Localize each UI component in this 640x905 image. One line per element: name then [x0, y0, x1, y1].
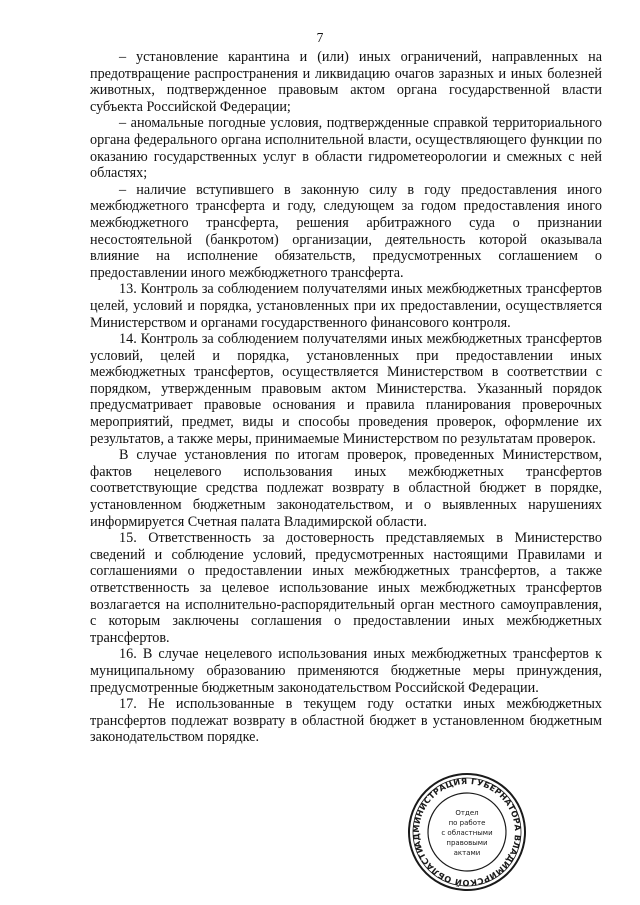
paragraph-17: 17. Не использованные в текущем году остатки иных межбюджетных трансфертов подлежат возврату в областной бюджет в установленном бюджетным законодательством порядке. — [90, 696, 602, 746]
stamp-line-4: правовыми — [446, 839, 488, 847]
paragraph-13: 13. Контроль за соблюдением получателями иных межбюджетных трансфертов целей, условий и порядка, установленных при их предоставлении, осуществляется Министерством и органами государственного финансового контроля. — [90, 281, 602, 331]
paragraph-14: 14. Контроль за соблюдением получателями иных межбюджетных трансфертов условий, целей и порядка, установленных при предоставлении иных межбюджетных трансфертов, осуществляется Министерством в соответствии с порядком, утвержденным правовым актом Министерства. Указанный порядок предусматривает правовые основания и правила планирования проверочных мероприятий, предмет, виды и способы проведения проверок, оформление их результатов, а также меры, принимаемые Министерством по результатам проверок. — [90, 331, 602, 447]
paragraph-15: 15. Ответственность за достоверность представляемых в Министерство сведений и соблюдение условий, предусмотренных настоящими Правилами и соглашениями о предоставлении иных межбюджетных трансфертов, а также ответственность за целевое использование иных межбюджетных трансфертов возлагается на исполнительно-распорядительный орган местного самоуправления, с которым заключены соглашения о предоставлении иных межбюджетных трансфертов. — [90, 530, 602, 646]
stamp-ring-text: АДМИНИСТРАЦИЯ ГУБЕРНАТОРА ВЛАДИМИРСКОЙ ОБЛАСТИ — [410, 775, 524, 889]
stamp-line-2: по работе — [448, 819, 486, 827]
page-number: 7 — [316, 30, 324, 45]
stamp-line-1: Отдел — [455, 809, 479, 817]
stamp-line-5: актами — [453, 849, 481, 857]
document-body — [90, 49, 602, 746]
stamp-line-3: с областными — [441, 829, 493, 837]
paragraph-weather: – аномальные погодные условия, подтвержденные справкой территориального органа федерального органа исполнительной власти, осуществляющего функции по оказанию государственных услуг в области гидрометеорологии и смежных с ней областях; — [90, 115, 602, 182]
paragraph-bankruptcy: – наличие вступившего в законную силу в году предоставления иного межбюджетного трансферта и году, следующем за годом предоставления иного межбюджетного трансферта, решения арбитражного суда о признании несостоятельной (банкротом) организации, деятельность которой оказывала влияние на исполнение обязательств, предусмотренных соглашением о предоставлении иного межбюджетного трансферта. — [90, 181, 602, 281]
paragraph-16: 16. В случае нецелевого использования иных межбюджетных трансфертов к муниципальному образованию применяются бюджетные меры принуждения, предусмотренные бюджетным законодательством Российской Федерации. — [90, 646, 602, 696]
paragraph-14-continued: В случае установления по итогам проверок, проведенных Министерством, фактов нецелевого использования иных межбюджетных трансфертов соответствующие средства подлежат возврату в областной бюджет в порядке, установленном бюджетным законодательством, и о выявленных нарушениях информируется Счетная палата Владимирской области. — [90, 447, 602, 530]
official-stamp — [406, 771, 528, 893]
paragraph-quarantine: – установление карантина и (или) иных ограничений, направленных на предотвращение распространения и ликвидацию очагов заразных и иных болезней животных, подтвержденное правовым актом органа государственной власти субъекта Российской Федерации; — [90, 49, 602, 115]
